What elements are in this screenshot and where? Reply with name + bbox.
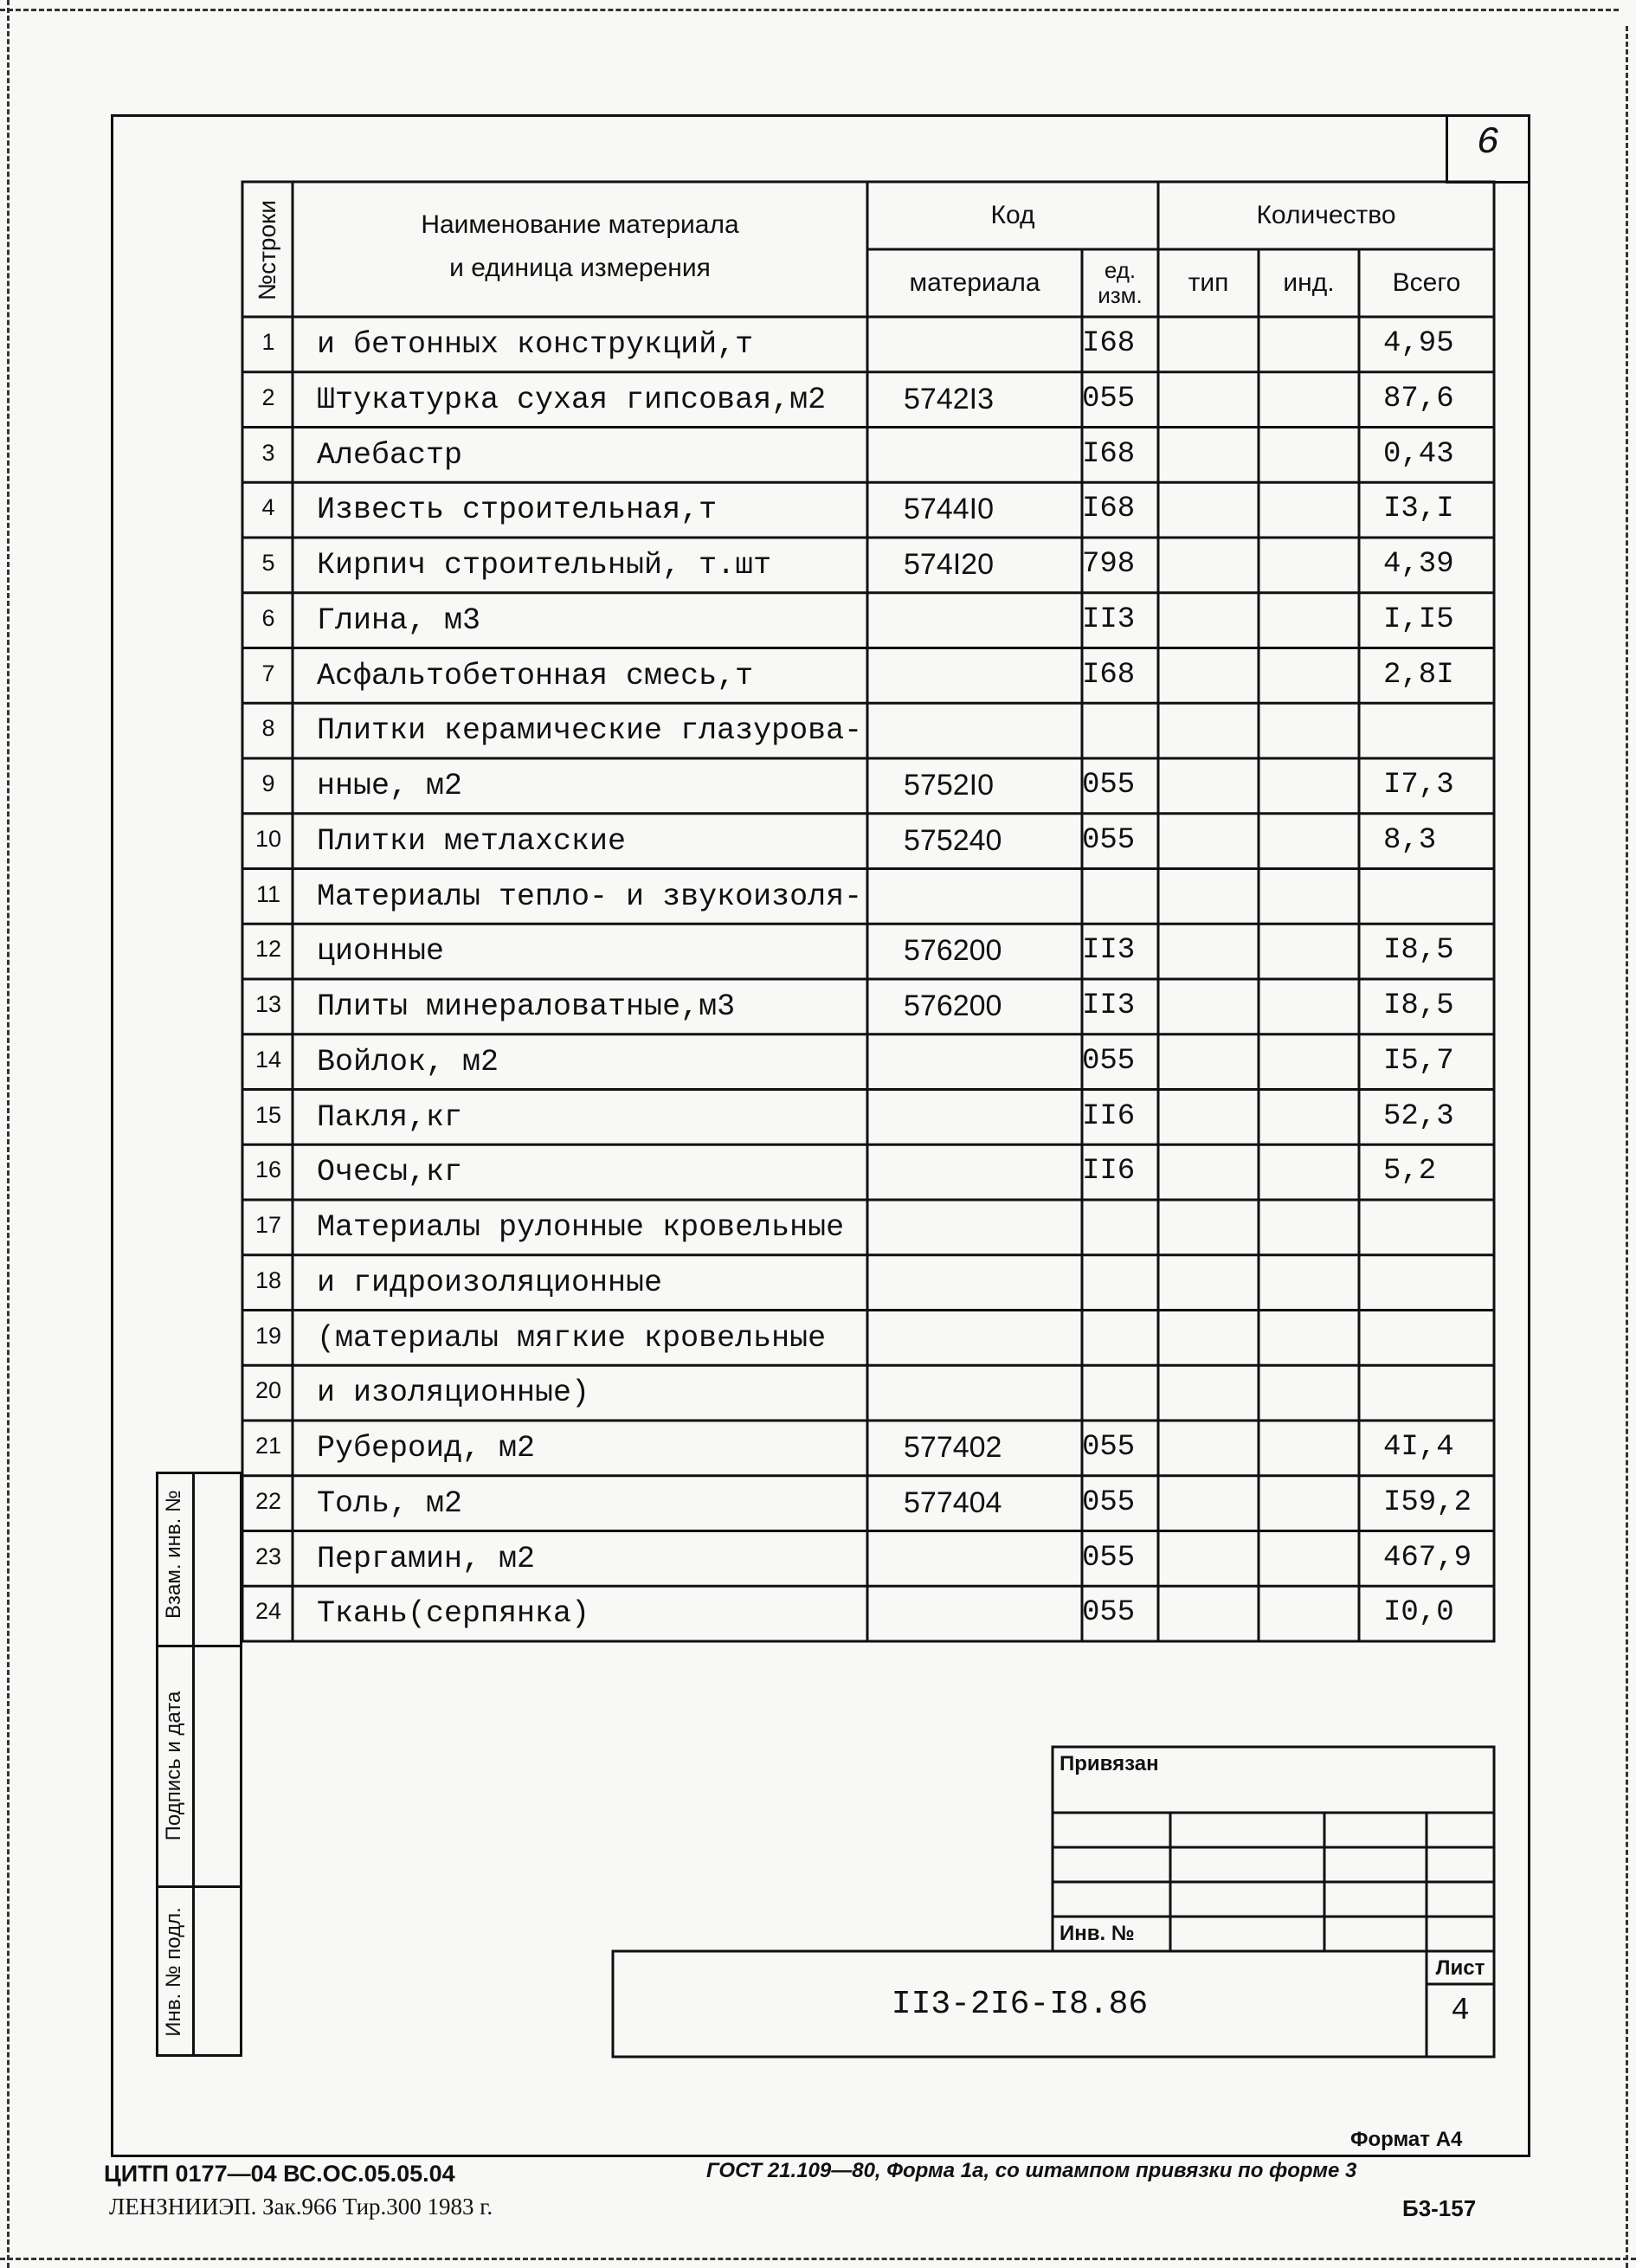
row-number: 4 [261, 494, 275, 521]
row-unit: I68 [1082, 327, 1136, 360]
row-unit: I68 [1082, 437, 1136, 471]
row-total: 87,6 [1383, 382, 1454, 416]
row-name: и изоляционные) [317, 1376, 590, 1411]
row-total: 52,3 [1383, 1099, 1454, 1133]
row-name: Пергамин, м2 [317, 1541, 536, 1576]
row-name: Плиты минераловатные,м3 [317, 989, 736, 1024]
side-stamp-podpis: Подпись и дата [162, 1691, 185, 1841]
row-number: 17 [254, 1212, 282, 1238]
row-total: 2,8I [1383, 658, 1454, 692]
row-number: 24 [254, 1598, 282, 1625]
row-total: 4,95 [1383, 327, 1454, 360]
header-row-number: №строки [254, 200, 280, 300]
row-unit: 055 [1082, 382, 1136, 416]
row-name: Алебастр [317, 437, 463, 473]
row-number: 5 [261, 550, 275, 576]
row-number: 8 [261, 715, 275, 742]
row-code: 5752I0 [904, 769, 994, 802]
row-total: I5,7 [1383, 1044, 1454, 1078]
row-unit: II3 [1082, 989, 1136, 1022]
page-number: 6 [1476, 121, 1500, 164]
row-number: 19 [254, 1322, 282, 1349]
footer-left-line2: ЛЕНЗНИИЭП. Зак.966 Тир.300 1983 г. [109, 2194, 493, 2220]
row-name: Пакля,кг [317, 1099, 463, 1135]
row-name: нные, м2 [317, 769, 463, 803]
row-unit: 055 [1082, 823, 1136, 857]
row-name: и бетонных конструкций,т [317, 327, 754, 362]
document-code: II3-2I6-I8.86 [891, 1986, 1149, 2023]
sheet-number: 4 [1451, 1993, 1470, 2028]
row-name: (материалы мягкие кровельные [317, 1320, 827, 1356]
row-total: I8,5 [1383, 934, 1454, 968]
header-name-line1: Наименование материала [421, 209, 739, 239]
row-number: 15 [254, 1101, 282, 1128]
header-qty-total: Всего [1392, 267, 1461, 297]
row-name: Асфальтобетонная смесь,т [317, 658, 754, 693]
row-unit: 055 [1082, 1044, 1136, 1078]
row-number: 1 [261, 329, 275, 355]
row-code: 574I20 [904, 548, 994, 581]
row-name: и гидроизоляционные [317, 1265, 663, 1300]
row-total: I59,2 [1383, 1485, 1472, 1519]
row-number: 23 [254, 1543, 282, 1569]
row-total: I,I5 [1383, 602, 1454, 636]
header-code-material: материала [909, 267, 1040, 297]
row-name: Материалы рулонные кровельные [317, 1210, 845, 1245]
row-name: Известь строительная,т [317, 493, 718, 528]
row-code: 576200 [904, 934, 1002, 968]
row-unit: 055 [1082, 1485, 1136, 1519]
row-unit: II6 [1082, 1099, 1136, 1133]
row-number: 6 [261, 604, 275, 631]
row-number: 3 [261, 439, 275, 466]
row-name: Войлок, м2 [317, 1044, 499, 1079]
row-code: 577404 [904, 1485, 1002, 1519]
row-total: 4I,4 [1383, 1431, 1454, 1464]
row-code: 576200 [904, 989, 1002, 1022]
row-number: 20 [254, 1377, 282, 1404]
binding-inv-label: Инв. № [1060, 1922, 1135, 1945]
row-number: 10 [254, 825, 282, 852]
header-quantity: Количество [1256, 200, 1396, 229]
row-name: Плитки керамические глазурова- [317, 713, 863, 749]
side-stamp-vzam: Взам. инв. № [162, 1490, 185, 1619]
row-name: Очесы,кг [317, 1155, 463, 1190]
side-stamp-inv-podl: Инв. № подл. [162, 1907, 185, 2037]
row-number: 22 [254, 1487, 282, 1514]
row-number: 11 [255, 880, 281, 907]
row-unit: 798 [1082, 548, 1136, 581]
row-unit: 055 [1082, 769, 1136, 802]
row-name: Ткань(серпянка) [317, 1596, 590, 1632]
footer-code: Б3-157 [1402, 2195, 1477, 2221]
row-unit: I68 [1082, 493, 1136, 526]
row-total: 5,2 [1383, 1155, 1437, 1189]
row-unit: 055 [1082, 1431, 1136, 1464]
row-name: Штукатурка сухая гипсовая,м2 [317, 382, 827, 417]
footer-left-line1: ЦИТП 0177—04 ВС.ОС.05.05.04 [104, 2161, 455, 2187]
row-number: 13 [254, 991, 282, 1017]
row-total: I8,5 [1383, 989, 1454, 1022]
row-unit: II3 [1082, 602, 1136, 636]
header-name-line2: и единица измерения [449, 253, 711, 282]
row-unit: 055 [1082, 1541, 1136, 1575]
row-number: 18 [254, 1266, 282, 1293]
header-code: Код [990, 200, 1035, 229]
row-total: 8,3 [1383, 823, 1437, 857]
row-total: 0,43 [1383, 437, 1454, 471]
row-unit: I68 [1082, 658, 1136, 692]
sheet-label: Лист [1435, 1956, 1485, 1980]
header-qty-ind: инд. [1283, 267, 1335, 297]
row-total: I3,I [1383, 493, 1454, 526]
footer-format: Формат А4 [1350, 2128, 1463, 2151]
row-total: I7,3 [1383, 769, 1454, 802]
row-number: 9 [261, 770, 275, 796]
row-name: Глина, м3 [317, 602, 481, 638]
row-total: 4,39 [1383, 548, 1454, 581]
row-name: Рубероид, м2 [317, 1431, 536, 1466]
row-name: Материалы тепло- и звукоизоля- [317, 879, 863, 914]
header-qty-type: тип [1188, 267, 1229, 297]
row-name: Толь, м2 [317, 1485, 463, 1521]
row-unit: II3 [1082, 934, 1136, 968]
header-code-unit: ед. изм. [1098, 257, 1143, 308]
row-number: 21 [254, 1433, 282, 1459]
privyazan-label: Привязан [1060, 1752, 1159, 1775]
row-unit: II6 [1082, 1155, 1136, 1189]
row-number: 14 [254, 1046, 282, 1073]
row-code: 575240 [904, 823, 1002, 857]
row-name: Кирпич строительный, т.шт [317, 548, 772, 583]
row-code: 5742I3 [904, 382, 994, 416]
row-number: 2 [261, 383, 275, 410]
row-number: 16 [254, 1157, 282, 1183]
row-name: Плитки метлахские [317, 823, 627, 859]
row-name: ционные [317, 934, 445, 970]
row-unit: 055 [1082, 1596, 1136, 1630]
row-total: I0,0 [1383, 1596, 1454, 1630]
row-code: 577402 [904, 1431, 1002, 1464]
row-number: 7 [261, 660, 275, 686]
row-total: 467,9 [1383, 1541, 1472, 1575]
footer-gost: ГОСТ 21.109—80, Форма 1а, со штампом привязки по форме 3 [706, 2159, 1357, 2182]
row-number: 12 [254, 936, 282, 963]
row-code: 5744I0 [904, 493, 994, 526]
